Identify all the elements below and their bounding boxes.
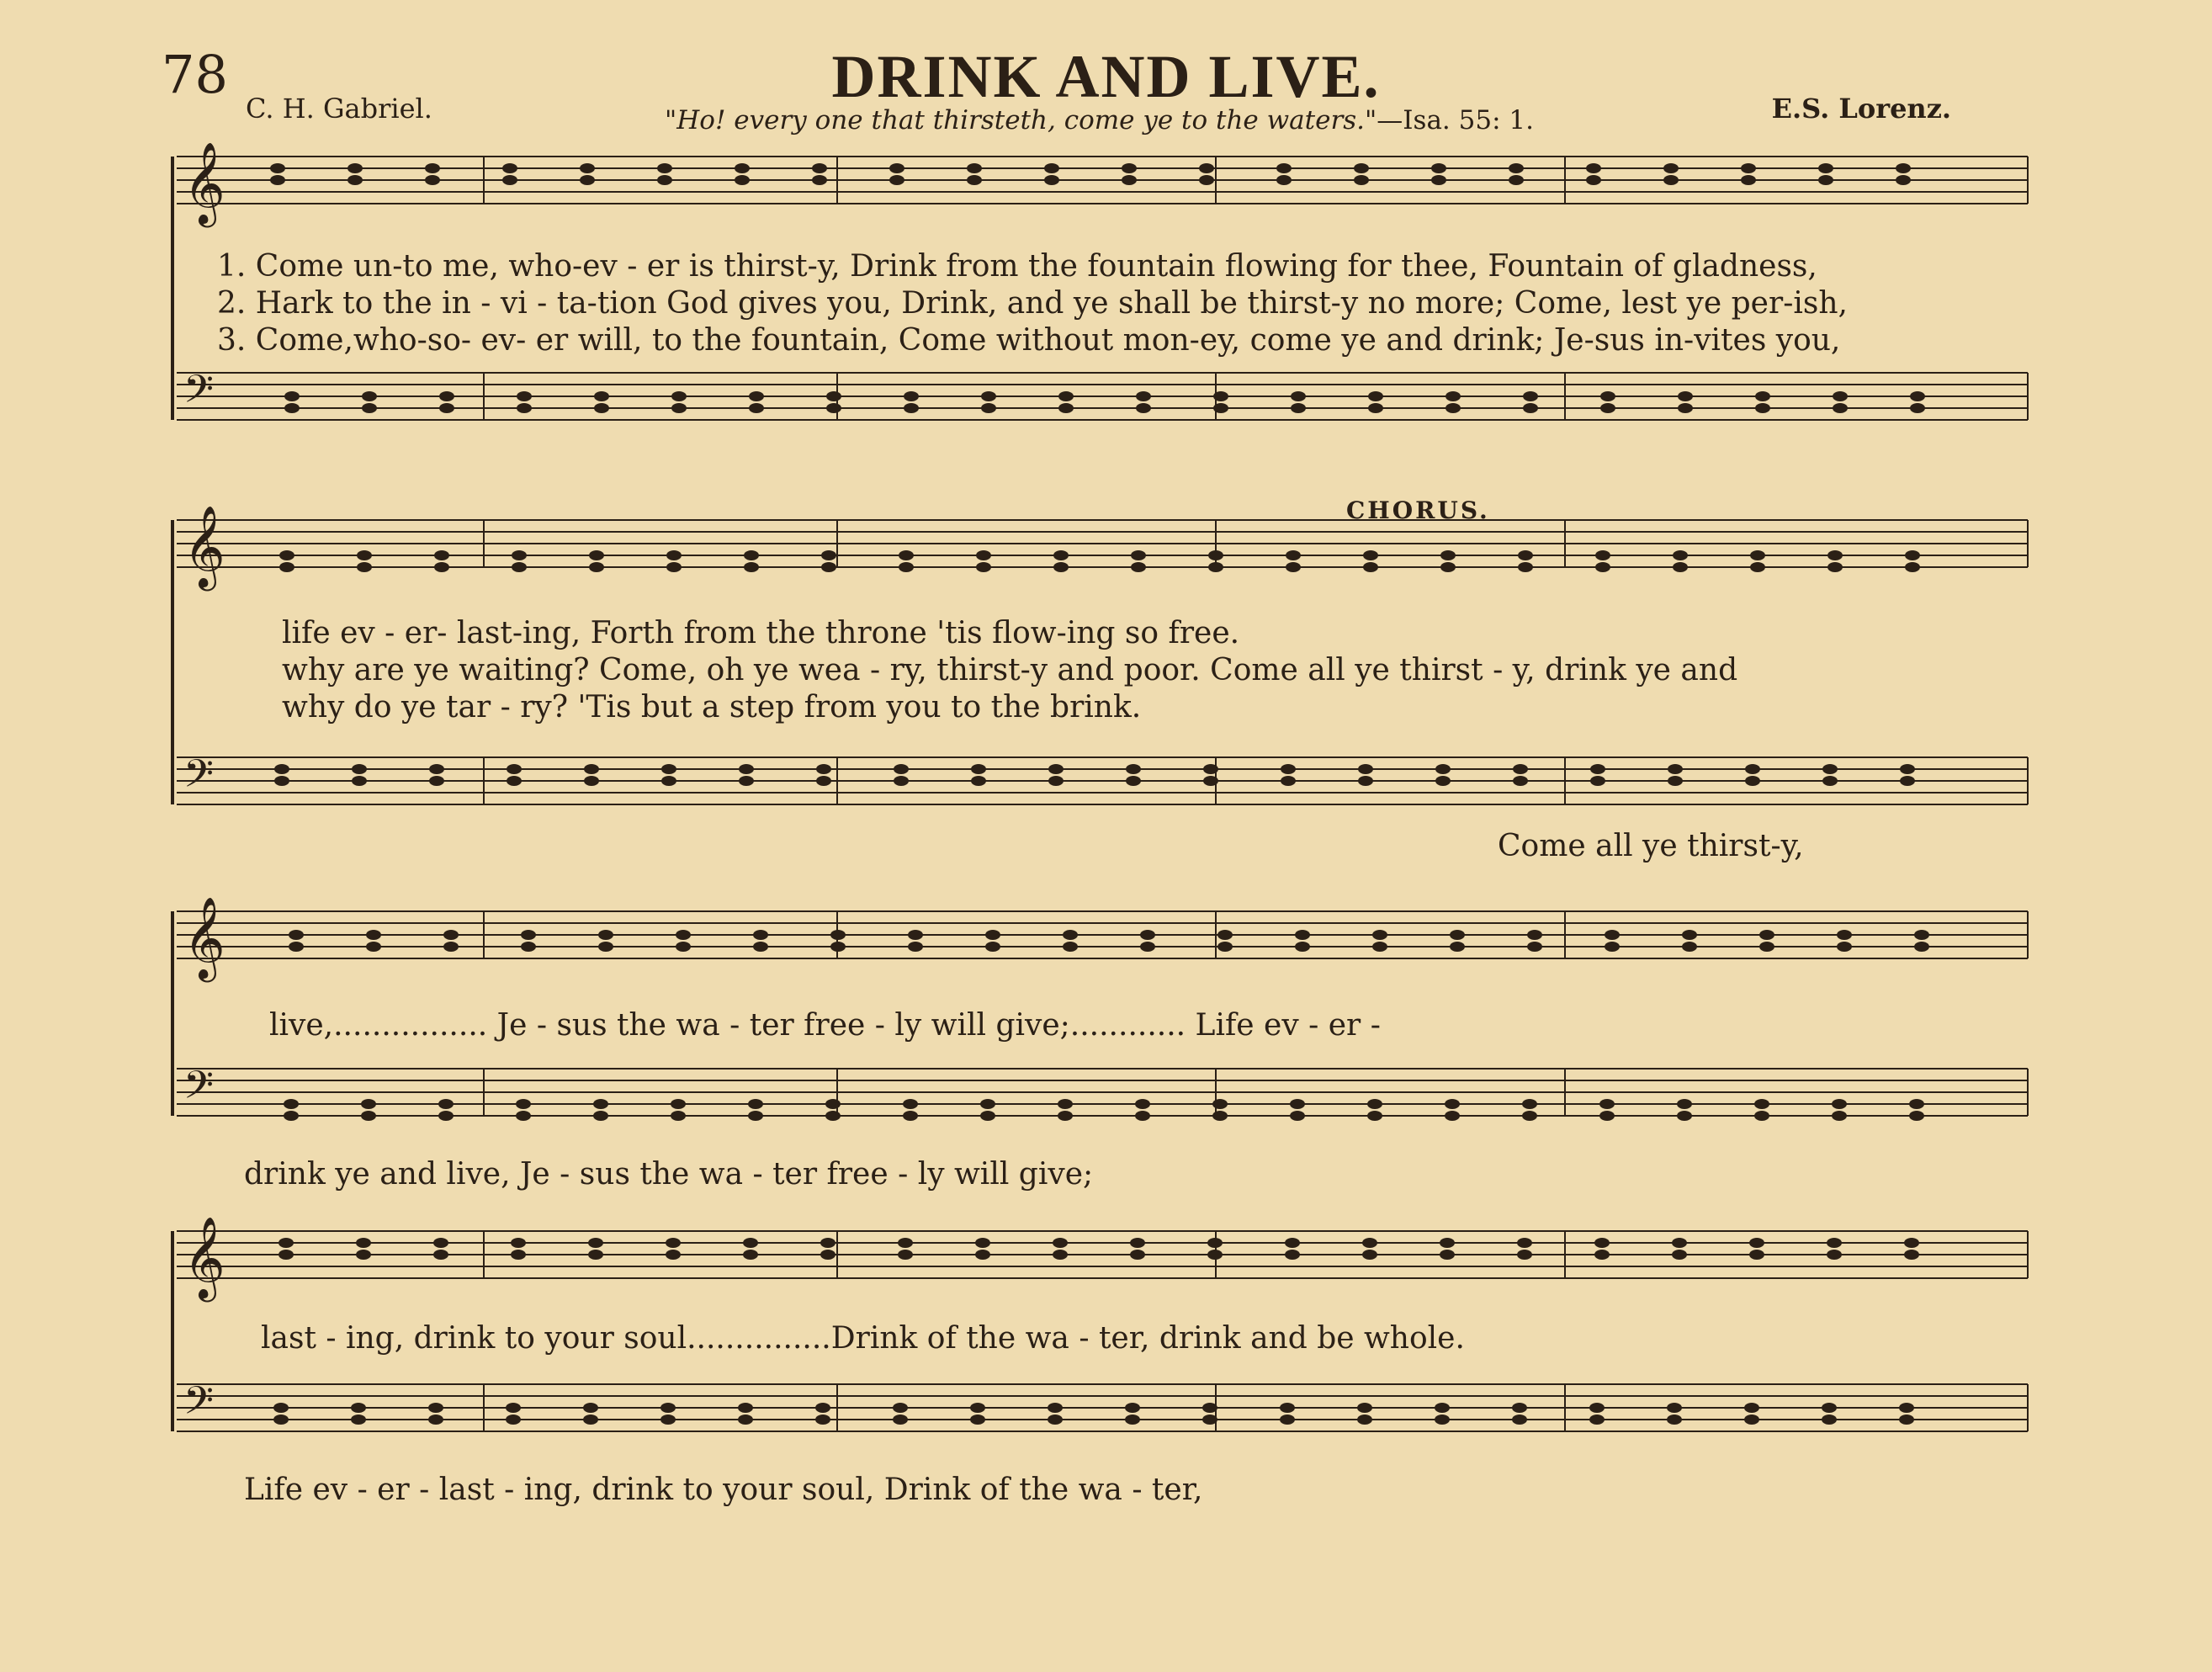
chorus-bass-lyric-3: Life ev - er - last - ing, drink to your soul, Drink of the wa - ter, <box>244 1473 1203 1507</box>
chorus-label: CHORUS. <box>1346 496 1490 524</box>
verse-2-line-1: 2. Hark to the in - vi - ta-tion God gives you, Drink, and ye shall be thirst-y no more; Come, lest ye per-ish, <box>217 286 1848 321</box>
svg-text:𝄞: 𝄞 <box>183 505 225 587</box>
verse-1-line-2: life ev - er- last-ing, Forth from the throne 'tis flow-ing so free. <box>282 616 1240 650</box>
verse-3-line-2: why do ye tar - ry? 'Tis but a step from you to the brink. <box>282 690 1142 725</box>
svg-text:𝄢: 𝄢 <box>183 1378 215 1433</box>
hymn-title: DRINK AND LIVE. <box>831 43 1381 110</box>
verse-3-line-1: 3. Come,who-so- ev- er will, to the fountain, Come without mon-ey, come ye and drink; Je-sus in-vites you, <box>217 323 1841 358</box>
epigraph-text: "Ho! every one that thirsteth, come ye to the waters." <box>665 105 1377 135</box>
epigraph-reference: —Isa. 55: 1. <box>1377 105 1534 135</box>
svg-text:𝄢: 𝄢 <box>183 751 215 806</box>
page-number: 78 <box>162 44 228 105</box>
chorus-bass-lyric-2: drink ye and live, Je - sus the wa - ter free - ly will give; <box>244 1157 1094 1192</box>
chorus-treble-lyric-1: live,................ Je - sus the wa - ter free - ly will give;............ Life ev - er - <box>269 1008 1381 1043</box>
verse-1-line-1: 1. Come un-to me, who-ev - er is thirst-y, Drink from the fountain flowing for thee, Fountain of gladness, <box>217 249 1817 284</box>
chorus-treble-lyric-2: last - ing, drink to your soul...............Drink of the wa - ter, drink and be whole. <box>261 1321 1465 1356</box>
svg-text:𝄞: 𝄞 <box>183 1216 225 1298</box>
svg-text:𝄢: 𝄢 <box>183 1063 215 1117</box>
svg-text:𝄢: 𝄢 <box>183 367 215 422</box>
composer-name: C. H. Gabriel. <box>246 93 432 125</box>
chorus-bass-lyric-1: Come all ye thirst-y, <box>1498 829 1804 863</box>
svg-text:𝄞: 𝄞 <box>183 896 225 979</box>
verse-2-line-2: why are ye waiting? Come, oh ye wea - ry, thirst-y and poor. Come all ye thirst - y, drink ye and <box>282 653 1738 687</box>
arranger-name: E.S. Lorenz. <box>1771 93 1951 125</box>
svg-text:𝄞: 𝄞 <box>183 141 225 224</box>
